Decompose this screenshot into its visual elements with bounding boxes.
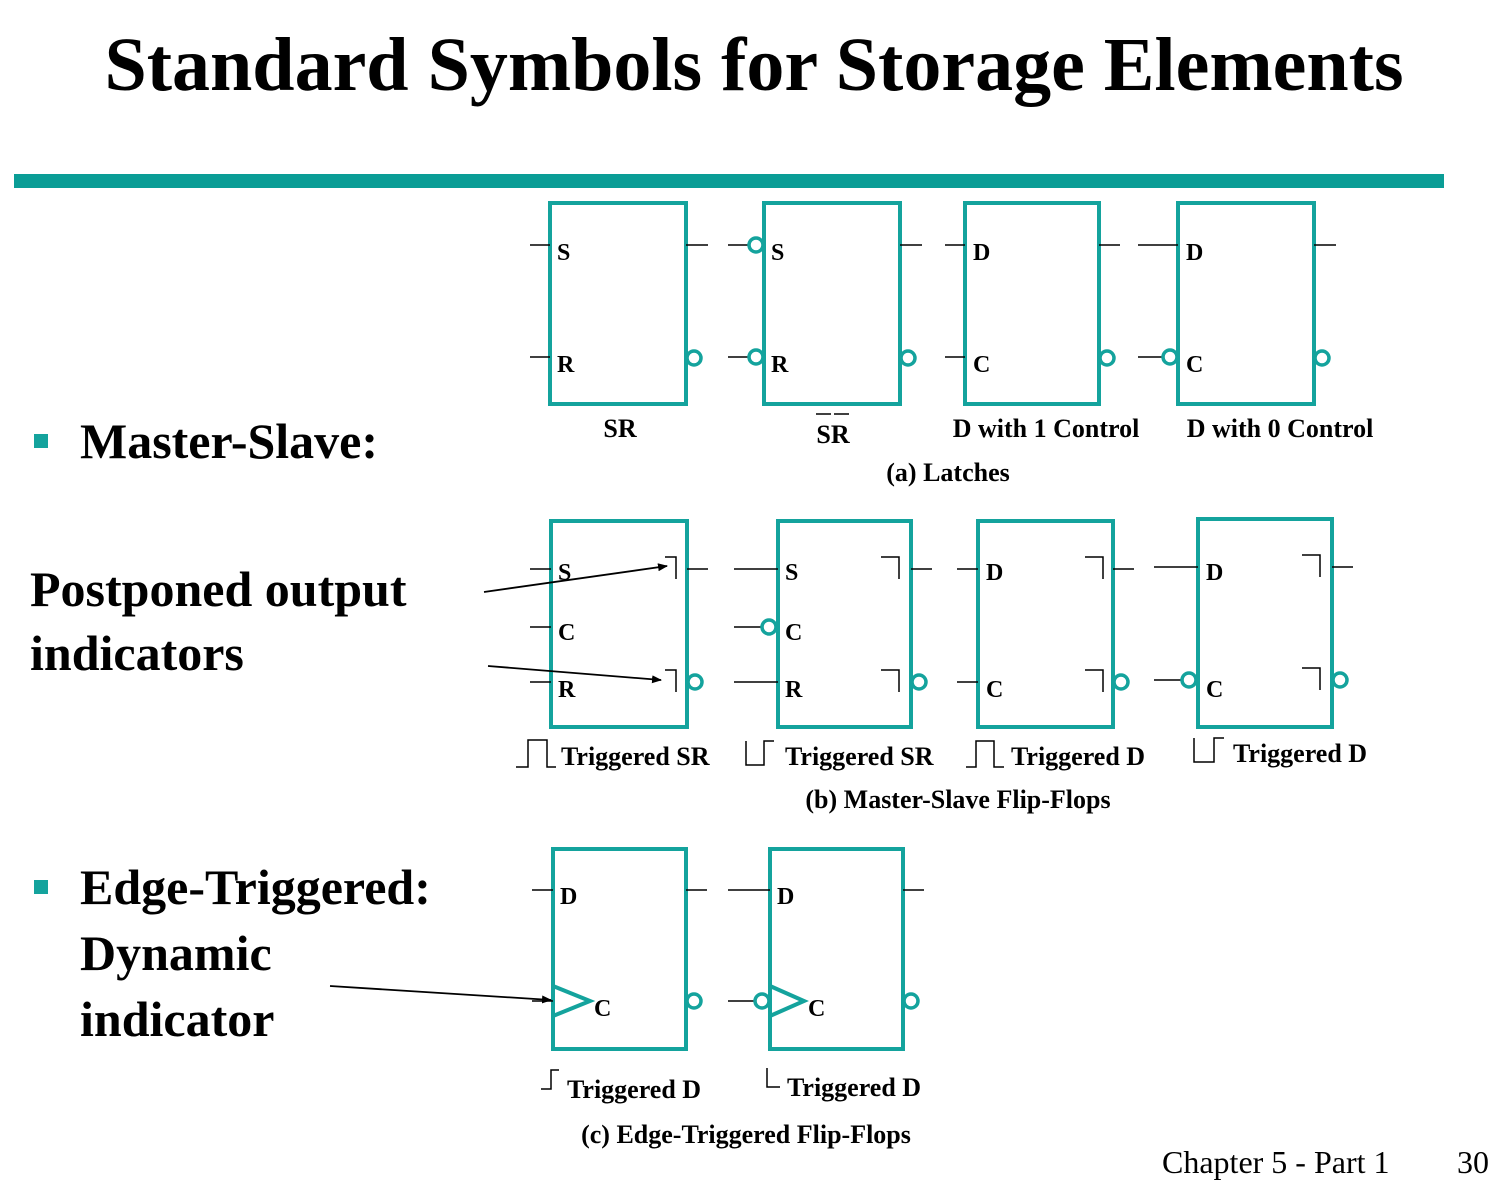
latch-sr <box>530 203 708 443</box>
postponed-output-icon <box>1302 555 1320 577</box>
inversion-bubble-icon <box>912 675 926 689</box>
postponed-output-icon <box>1085 670 1103 692</box>
inversion-bubble-icon <box>755 994 769 1008</box>
postponed-label-line1: Postponed output <box>30 561 407 617</box>
pin-label: S <box>558 560 572 586</box>
postponed-output-icon <box>1085 557 1103 579</box>
flipflop-label: Triggered D <box>787 1073 922 1102</box>
inversion-bubble-icon <box>762 620 776 634</box>
edge-triggered-caption: (c) Edge-Triggered Flip-Flops <box>581 1120 911 1149</box>
negative-pulse-icon <box>746 741 774 765</box>
dynamic-indicator-icon <box>770 986 804 1016</box>
postponed-output-icon <box>1302 668 1320 690</box>
footer-page-number: 30 <box>1457 1144 1489 1180</box>
pin-label: R <box>558 677 576 703</box>
master-slave-caption: (b) Master-Slave Flip-Flops <box>805 785 1111 814</box>
latches-caption: (a) Latches <box>886 458 1010 487</box>
inversion-bubble-icon <box>1315 351 1329 365</box>
ms-d-negative <box>1154 519 1367 768</box>
negative-pulse-icon <box>1194 738 1224 762</box>
pin-label: C <box>558 620 576 646</box>
flipflop-box <box>770 849 903 1049</box>
pin-label: C <box>986 677 1004 703</box>
footer-chapter: Chapter 5 - Part 1 <box>1162 1144 1390 1180</box>
flipflop-box <box>553 849 686 1049</box>
slide-title: Standard Symbols for Storage Elements <box>104 23 1404 107</box>
postponed-output-icon <box>881 670 899 692</box>
postponed-arrow-icon <box>484 566 667 592</box>
postponed-output-icon <box>665 557 676 579</box>
pin-label: D <box>1206 560 1224 586</box>
flipflop-label: Triggered SR <box>785 742 934 771</box>
inversion-bubble-icon <box>749 350 763 364</box>
postponed-output-icon <box>665 670 676 692</box>
inversion-bubble-icon <box>749 238 763 252</box>
pin-label: D <box>973 240 991 266</box>
flipflop-label: Triggered D <box>567 1075 702 1104</box>
dynamic-label-line2: indicator <box>80 991 275 1047</box>
pin-label: D <box>986 560 1004 586</box>
latch-sr-bar <box>728 203 922 449</box>
pin-label: S <box>771 240 785 266</box>
inversion-bubble-icon <box>1333 673 1347 687</box>
inversion-bubble-icon <box>1114 675 1128 689</box>
pin-label: S <box>557 240 571 266</box>
latch-label: SR <box>603 414 637 443</box>
bullet-edge-triggered: Edge-Triggered: <box>80 859 431 915</box>
pin-label: D <box>1186 240 1204 266</box>
pin-label: C <box>785 620 803 646</box>
inversion-bubble-icon <box>901 351 915 365</box>
pin-label: D <box>560 884 578 910</box>
flipflop-label: Triggered SR <box>561 742 710 771</box>
flipflop-label: Triggered D <box>1233 739 1368 768</box>
positive-pulse-icon <box>516 740 556 767</box>
pin-label: C <box>1186 352 1204 378</box>
inversion-bubble-icon <box>904 994 918 1008</box>
postponed-label-line2: indicators <box>30 625 244 681</box>
inversion-bubble-icon <box>687 351 701 365</box>
pin-label: D <box>777 884 795 910</box>
positive-pulse-icon <box>966 741 1004 767</box>
latch-label: SR <box>816 420 850 449</box>
pin-label: C <box>973 352 991 378</box>
et-d-positive <box>532 849 707 1104</box>
rising-edge-icon <box>541 1070 559 1089</box>
pin-label: S <box>785 560 799 586</box>
dynamic-indicator-icon <box>553 986 590 1016</box>
latch-d-0-control <box>1138 203 1373 443</box>
inversion-bubble-icon <box>1182 673 1196 687</box>
ms-sr-negative <box>734 521 934 771</box>
latch-d-1-control <box>945 203 1139 443</box>
dynamic-arrow-icon <box>330 986 551 1000</box>
pin-label: C <box>808 996 826 1022</box>
dynamic-label-line1: Dynamic <box>80 925 272 981</box>
pin-label: C <box>1206 677 1224 703</box>
inversion-bubble-icon <box>687 994 701 1008</box>
pin-label: R <box>557 352 575 378</box>
falling-edge-icon <box>767 1068 780 1087</box>
et-d-negative <box>728 849 924 1102</box>
ms-d-positive <box>957 521 1145 771</box>
inversion-bubble-icon <box>1163 350 1177 364</box>
pin-label: R <box>785 677 803 703</box>
latch-label: D with 1 Control <box>952 414 1140 443</box>
postponed-output-icon <box>881 557 899 579</box>
ms-sr-positive <box>516 521 710 771</box>
latch-label: D with 0 Control <box>1186 414 1374 443</box>
inversion-bubble-icon <box>1100 351 1114 365</box>
bullet-master-slave: Master-Slave: <box>80 413 379 469</box>
pin-label: C <box>594 996 612 1022</box>
inversion-bubble-icon <box>688 675 702 689</box>
pin-label: R <box>771 352 789 378</box>
flipflop-label: Triggered D <box>1011 742 1146 771</box>
